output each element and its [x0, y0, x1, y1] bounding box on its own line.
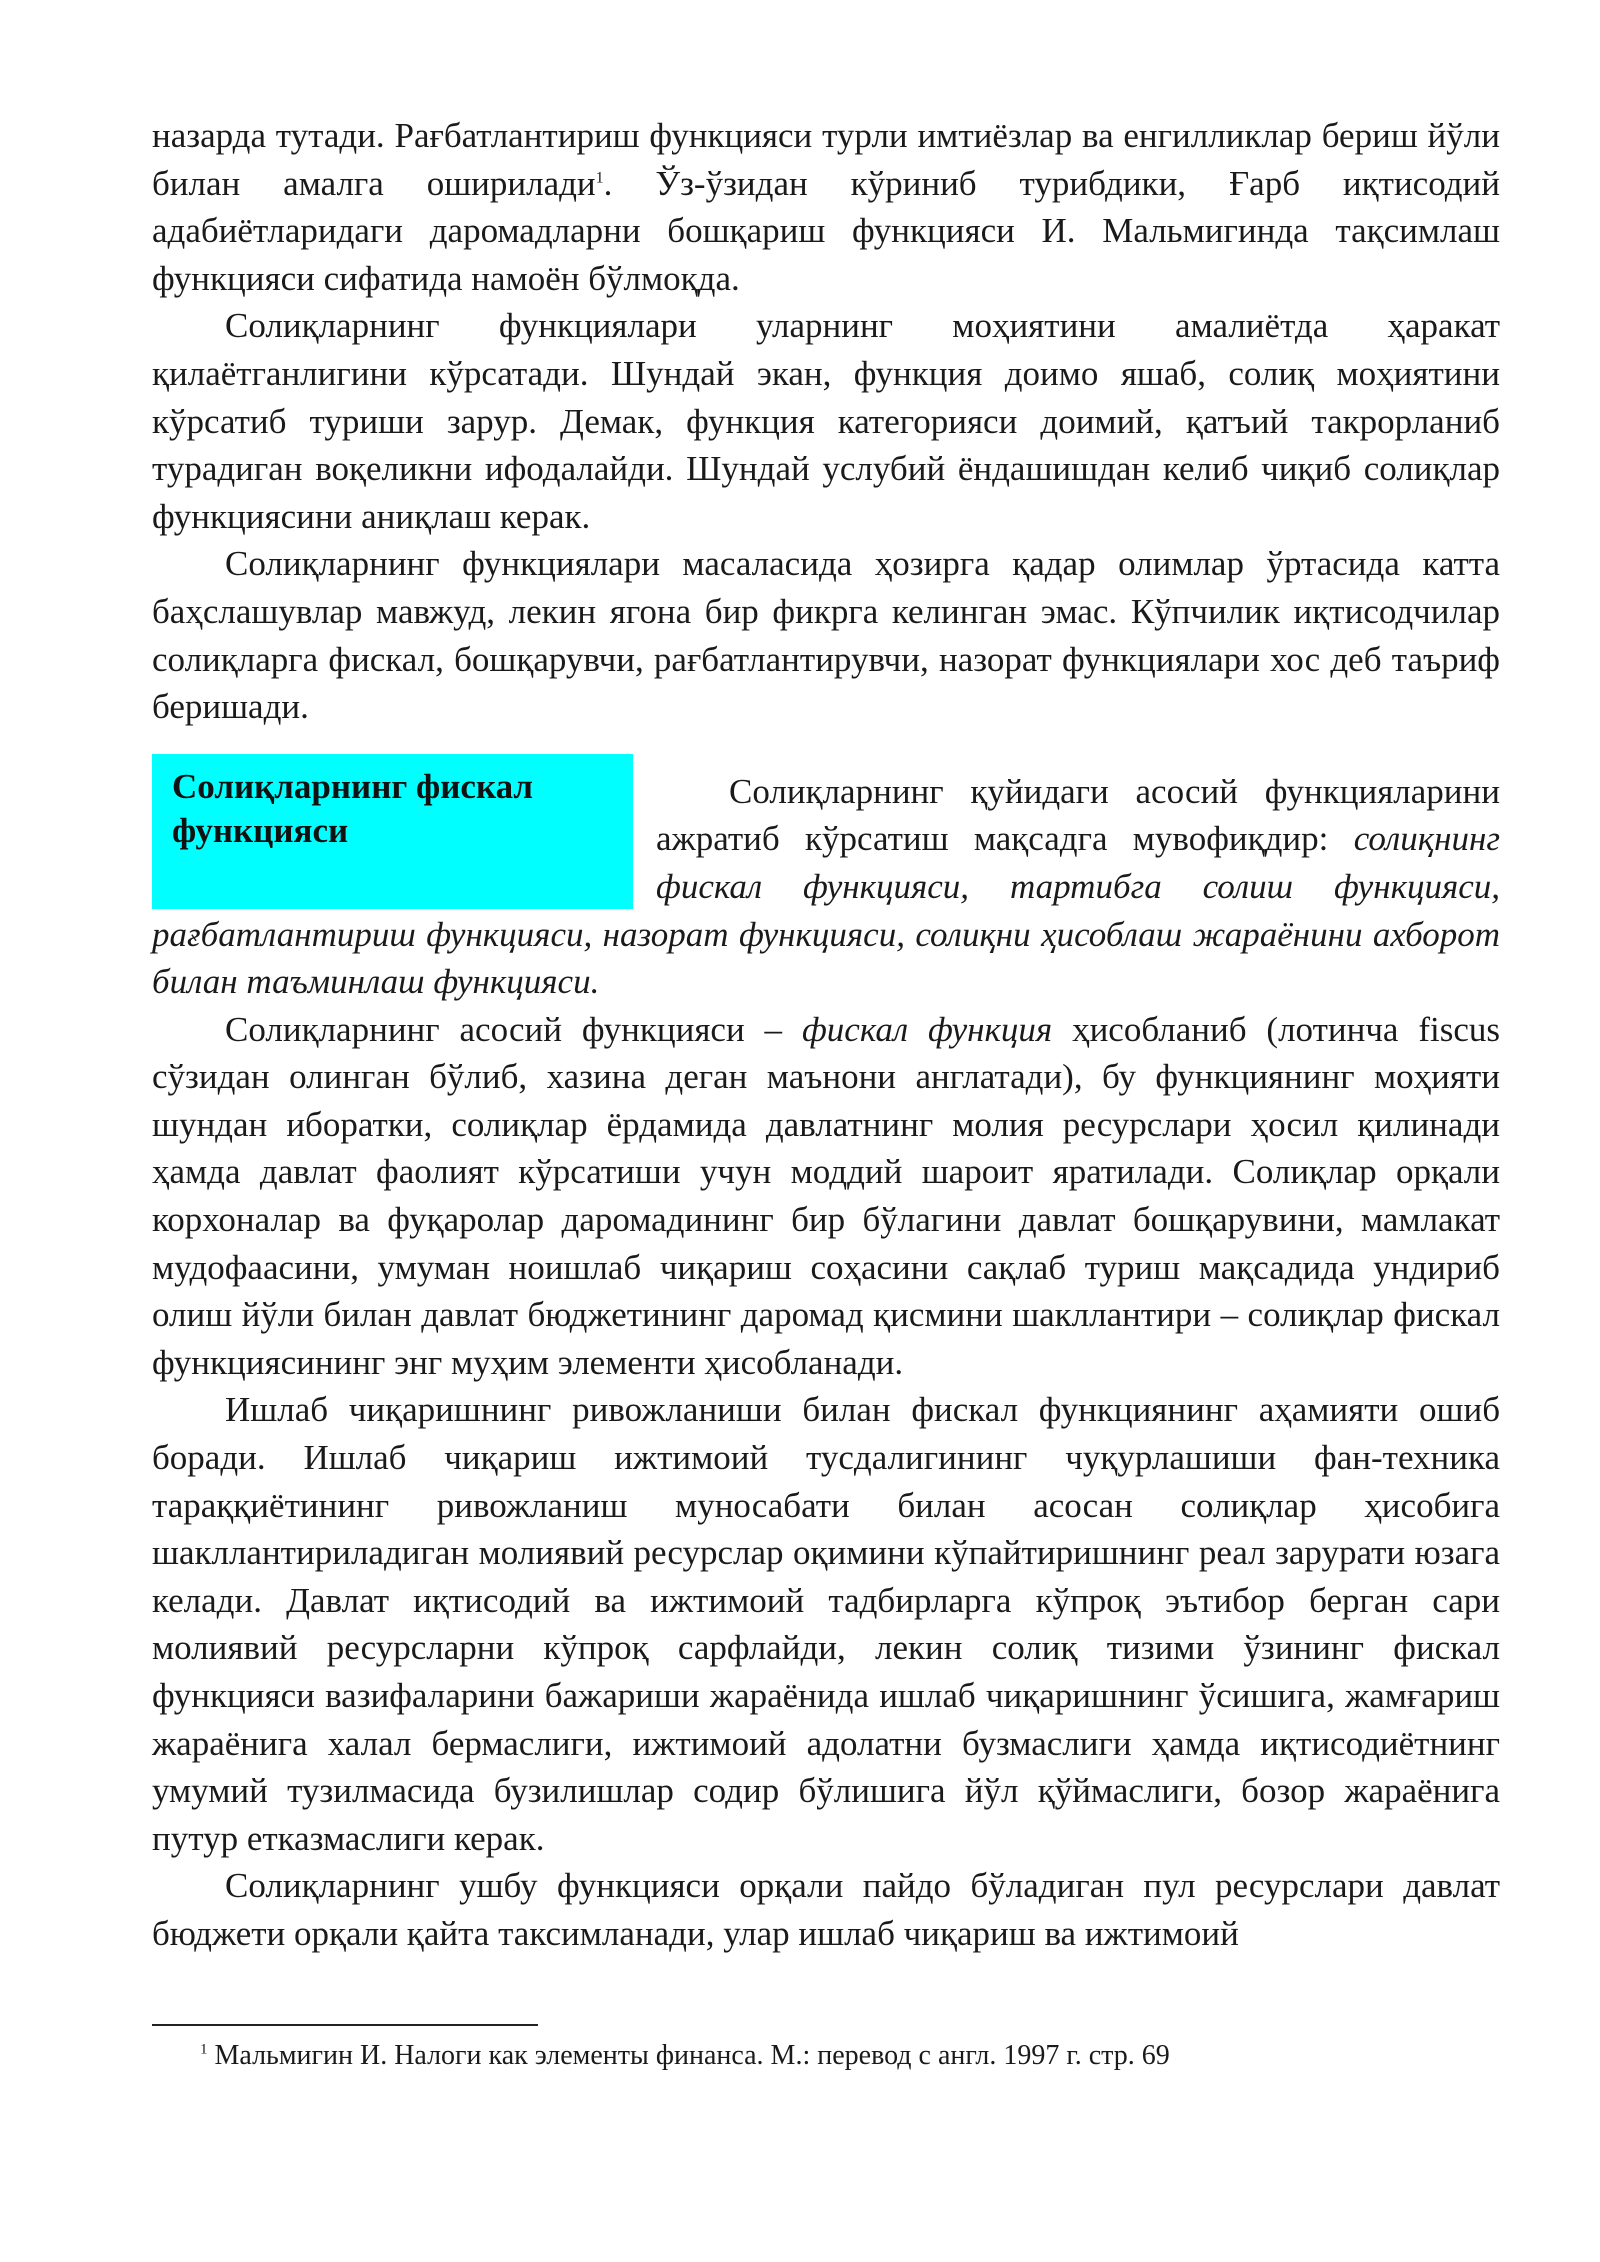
callout-section [152, 768, 1500, 1006]
paragraph-4-text: Солиқларнинг қуйидаги асосий функцияларини ажратиб кўрсатиш мақсадга мувофиқдир: [656, 771, 1500, 859]
callout-box-fiscal-function [152, 754, 633, 909]
paragraph-1-text: назарда тутади. Рағбатлантириш функцияси турли имтиёзлар ва енгилликлар бериш йўли билан амалга оширилади [152, 116, 1500, 203]
paragraph-1-text-continued: . Ўз-ўзидан кўриниб турибдики, Ғарб иқтисодий адабиётларидаги даромадларни бошқариш функцияси И. Мальмигинда тақсимлаш функцияси сифатида намоён бўлмоқда. [152, 163, 1500, 298]
footnote-separator [152, 2024, 538, 2026]
footnote-text: Мальмигин И. Налоги как элементы финанса. М.: перевод с англ. 1997 г. стр. 69 [207, 2040, 1170, 2071]
footnote-reference[interactable]: 1 [595, 168, 604, 186]
paragraph-1 [152, 112, 1500, 302]
footnote [200, 2040, 1170, 2072]
paragraph-5 [152, 1006, 1500, 1387]
paragraph-2: Солиқларнинг функциялари уларнинг моҳиятини амалиётда ҳаракат қилаётганлигини кўрсатади. Шундай экан, функция доимо яшаб, солиқ моҳиятини кўрсатиб туриши зарур. Демак, функция категорияси доимий, қатъий такрорланиб турадиган воқеликни ифодалайди. Шундай услубий ёндашишдан келиб чиқиб солиқлар функциясини аниқлаш керак. [152, 306, 1500, 536]
paragraph-6: Ишлаб чиқаришнинг ривожланиши билан фискал функциянинг аҳамияти ошиб боради. Ишлаб чиқариш ижтимоий тусдалигининг чуқурлашиши фан-техника тараққиётининг ривожланиш муносабати билан асосан солиқлар ҳисобига шакллантириладиган молиявий ресурслар оқимини кўпайтиришнинг реал зарурати юзага келади. Давлат иқтисодий ва ижтимоий тадбирларга кўпроқ эътибор берган сари молиявий ресурсларни кўпроқ сарфлайди, лекин солиқ тизими ўзининг фискал функцияси вазифаларини бажариши жараёнида ишлаб чиқаришнинг ўсишига, жамғариш жараёнига халал бермаслиги, ижтимоий адолатни бузмаслиги ҳамда иқтисодиётнинг умумий тузилмасида бузилишлар содир бўлишига йўл қўймаслиги, бозор жараёнига путур етказмаслиги керак. [152, 1390, 1500, 1858]
footnote-number: 1 [200, 2041, 208, 2058]
paragraph-3: Солиқларнинг функциялари масаласида ҳозирга қадар олимлар ўртасида катта баҳслашувлар мавжуд, лекин ягона бир фикрга келинган эмас. Кўпчилик иқтисодчилар солиқларга фискал, бошқарувчи, рағбатлантирувчи, назорат функциялари хос деб таъриф беришади. [152, 544, 1500, 727]
paragraph-7: Солиқларнинг ушбу функцияси орқали пайдо бўладиган пул ресурслари давлат бюджети орқали қайта таксимланади, улар ишлаб чиқариш ва ижтимоий [152, 1866, 1500, 1953]
document-page [152, 112, 1500, 1958]
paragraph-4-italic-list: солиқнинг фискал функцияси, тартибга солиш функцияси, рағбатлантириш функцияси, назорат функцияси, солиқни ҳисоблаш жараёнини ахборот билан таъминлаш функцияси. [152, 819, 1500, 1002]
paragraph-5-text: Солиқларнинг асосий функцияси – [225, 1009, 802, 1049]
callout-title: Солиқларнинг фискал функцияси [172, 766, 534, 850]
paragraph-5-italic-term: фискал функция [801, 1009, 1053, 1049]
paragraph-5-text-continued: ҳисобланиб (лотинча fiscus сўзидан олинган бўлиб, хазина деган маънони англатади), бу функциянинг моҳияти шундан иборатки, солиқлар ёрдамида давлатнинг молия ресурслари ҳосил қилинади ҳамда давлат фаолият кўрсатиши учун моддий шароит яратилади. Солиқлар орқали корхоналар ва фуқаролар даромадининг бир бўлагини давлат бошқарувини, мамлакат мудофаасини, умуман ноишлаб чиқариш соҳасини сақлаб туриш мақсадида ундириб олиш йўли билан давлат бюджетининг даромад қисмини шакллантири – солиқлар фискал функциясининг энг муҳим элементи ҳисобланади. [152, 1009, 1500, 1382]
